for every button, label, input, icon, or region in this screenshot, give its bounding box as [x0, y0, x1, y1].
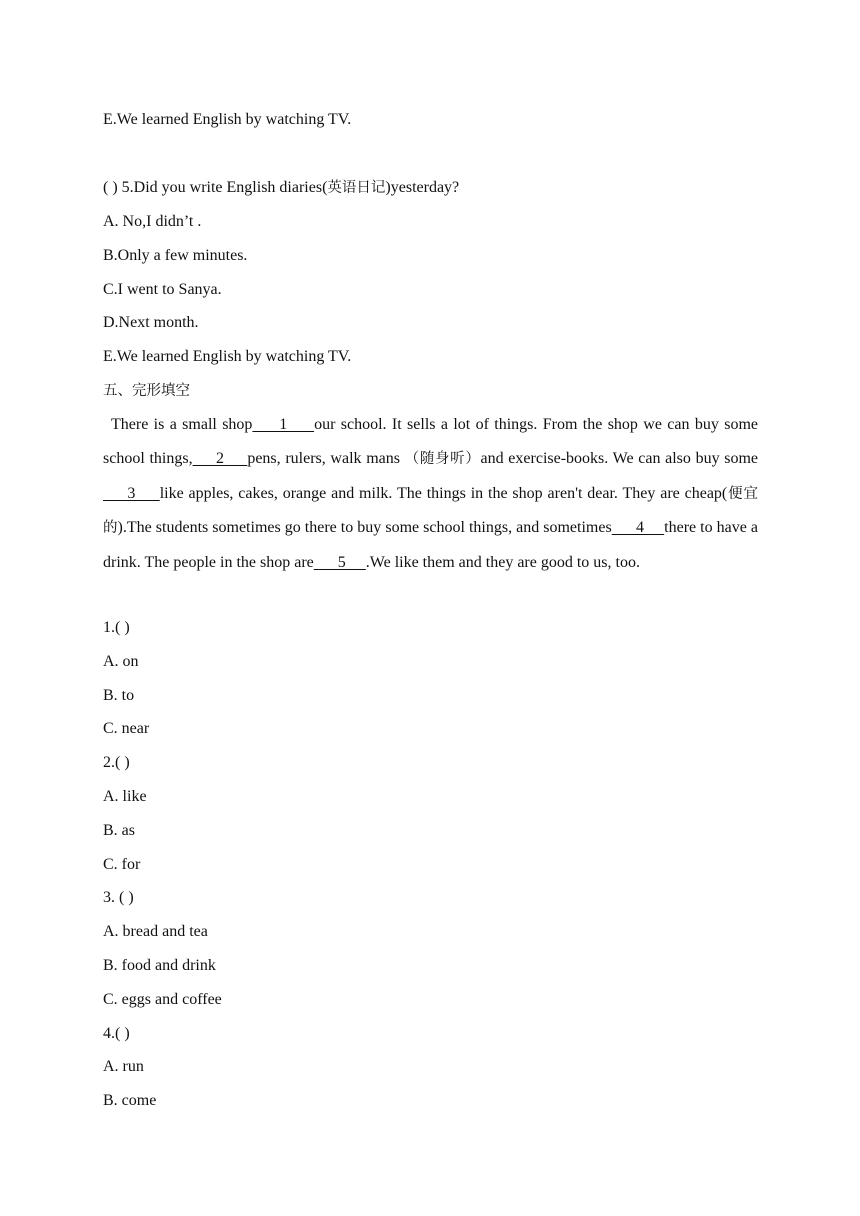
- passage-text: like apples, cakes, orange and milk. The things in the shop aren't dear. They are cheap(: [159, 484, 728, 502]
- passage-cjk-note: 便宜的: [103, 485, 759, 537]
- passage-text: .We like them and they are good to us, too.: [365, 554, 640, 572]
- question-3-option-c: C. eggs and coffee: [103, 991, 222, 1008]
- question-2-option-b: B. as: [103, 822, 135, 839]
- q5-option-d: D.Next month.: [103, 314, 199, 331]
- q5-option-e: E.We learned English by watching TV.: [103, 348, 352, 365]
- question-4-option-a: A. run: [103, 1058, 144, 1075]
- passage-text: There is a small shop: [111, 416, 253, 433]
- question-2-option-a: A. like: [103, 788, 147, 805]
- q5-option-a: A. No,I didn’t .: [103, 213, 202, 230]
- q4-option-e: E.We learned English by watching TV.: [103, 111, 352, 128]
- passage-text: there to have a drink. The people in the shop are: [103, 519, 759, 572]
- question-1-option-c: C. near: [103, 720, 150, 737]
- blank-5: 5: [313, 554, 366, 572]
- blank-2: 2: [192, 449, 248, 467]
- q5-stem-prefix: ( ) 5.Did you write English diaries(: [103, 179, 328, 196]
- passage-cjk-note: （随身听）: [404, 450, 481, 467]
- blank-3: 3: [103, 484, 160, 502]
- blank-4: 4: [611, 519, 665, 537]
- q5-option-b: B.Only a few minutes.: [103, 247, 248, 264]
- passage-text: pens, rulers, walk mans: [247, 449, 405, 467]
- passage-text: ).The students sometimes go there to buy some school things, and sometimes: [117, 519, 612, 537]
- question-4-option-b: B. come: [103, 1092, 157, 1109]
- question-1-option-a: A. on: [103, 653, 139, 670]
- question-4-label: 4.( ): [103, 1025, 130, 1042]
- passage-text: our school. It sells a lot of things. From the shop we can buy some school things,: [103, 416, 759, 467]
- q5-option-c: C.I went to Sanya.: [103, 281, 222, 298]
- question-3-option-a: A. bread and tea: [103, 923, 208, 940]
- question-1-label: 1.( ): [103, 619, 130, 636]
- q5-stem: [103, 178, 459, 198]
- question-3-option-b: B. food and drink: [103, 957, 216, 974]
- q5-stem-suffix: )yesterday?: [385, 179, 460, 196]
- question-2-option-c: C. for: [103, 856, 141, 873]
- question-3-label: 3. ( ): [103, 889, 134, 906]
- passage-text: and exercise-books. We can also buy some: [480, 449, 759, 467]
- question-2-label: 2.( ): [103, 754, 130, 771]
- cloze-passage: [103, 408, 758, 580]
- blank-1: 1: [252, 416, 315, 433]
- question-1-option-b: B. to: [103, 687, 135, 704]
- section-heading: 五、完形填空: [103, 383, 190, 399]
- q5-stem-cjk: 英语日记: [327, 180, 386, 196]
